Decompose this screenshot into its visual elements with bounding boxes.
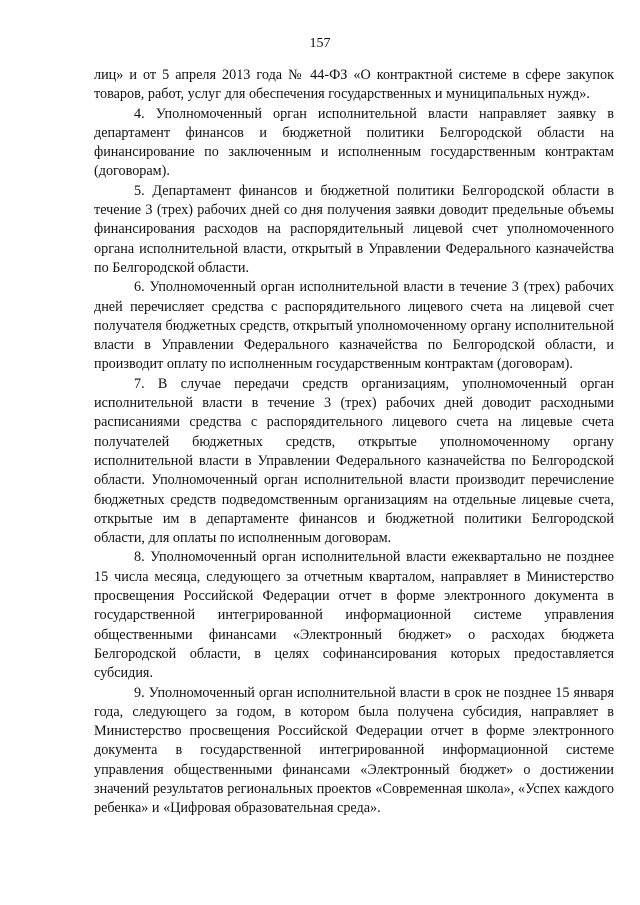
paragraph-item-7: 7. В случае передачи средств организациям, уполномоченный орган исполнительной власти в течение 3 (трех) рабочих дней доводит расходными расписаниями средства с распорядительного лицевого счета на лицевые счета получателей бюджетных средств, открытые уполномоченному органу исполнительной власти в Управлении Федерального казначейства по Белгородской области. Уполномоченный орган исполнительной власти производит перечисление бюджетных средств подведомственным организациям на отдельные лицевые счета, открытые им в департаменте финансов и бюджетной политики Белгородской области, для оплаты по исполненным договорам. — [94, 375, 614, 547]
paragraph-item-6: 6. Уполномоченный орган исполнительной власти в течение 3 (трех) рабочих дней перечисляет средства с распорядительного лицевого счета на лицевой счет получателя бюджетных средств, открытый уполномоченному органу исполнительной власти в Управлении Федерального казначейства по Белгородской области, и производит оплату по исполненным государственным контрактам (договорам). — [94, 279, 614, 373]
paragraph-continuation: лиц» и от 5 апреля 2013 года № 44-ФЗ «О контрактной системе в сфере закупок товаров, работ, услуг для обеспечения государственных и муниципальных нужд». — [94, 67, 614, 103]
page-number: 157 — [309, 36, 331, 51]
paragraph-item-8: 8. Уполномоченный орган исполнительной власти ежеквартально не позднее 15 числа месяца, следующего за отчетным кварталом, направляет в Министерство просвещения Российской Федерации отчет в форме электронного документа в государственной интегрированной информационной системе управления общественными финансами «Электронный бюджет» о расходах бюджета Белгородской области, в целях софинансирования которых предоставляется субсидия. — [94, 549, 614, 682]
paragraph-item-9: 9. Уполномоченный орган исполнительной власти в срок не позднее 15 января года, следующего за годом, в котором была получена субсидия, направляет в Министерство просвещения Российской Федерации отчет в форме электронного документа в государственной интегрированной информационной системе управления общественными финансами «Электронный бюджет» о достижении значений результатов региональных проектов «Современная школа», «Успех каждого ребенка» и «Цифровая образовательная среда». — [94, 684, 614, 817]
document-body — [94, 66, 614, 819]
paragraph-item-4: 4. Уполномоченный орган исполнительной власти направляет заявку в департамент финансов и бюджетной политики Белгородской области на финансирование по заключенным и исполненным государственным контрактам (договорам). — [94, 105, 614, 180]
paragraph-item-5: 5. Департамент финансов и бюджетной политики Белгородской области в течение 3 (трех) рабочих дней со дня получения заявки доводит предельные объемы финансирования расходов на распорядительный лицевой счет уполномоченного органа исполнительной власти, открытый в Управлении Федерального казначейства по Белгородской области. — [94, 182, 614, 276]
